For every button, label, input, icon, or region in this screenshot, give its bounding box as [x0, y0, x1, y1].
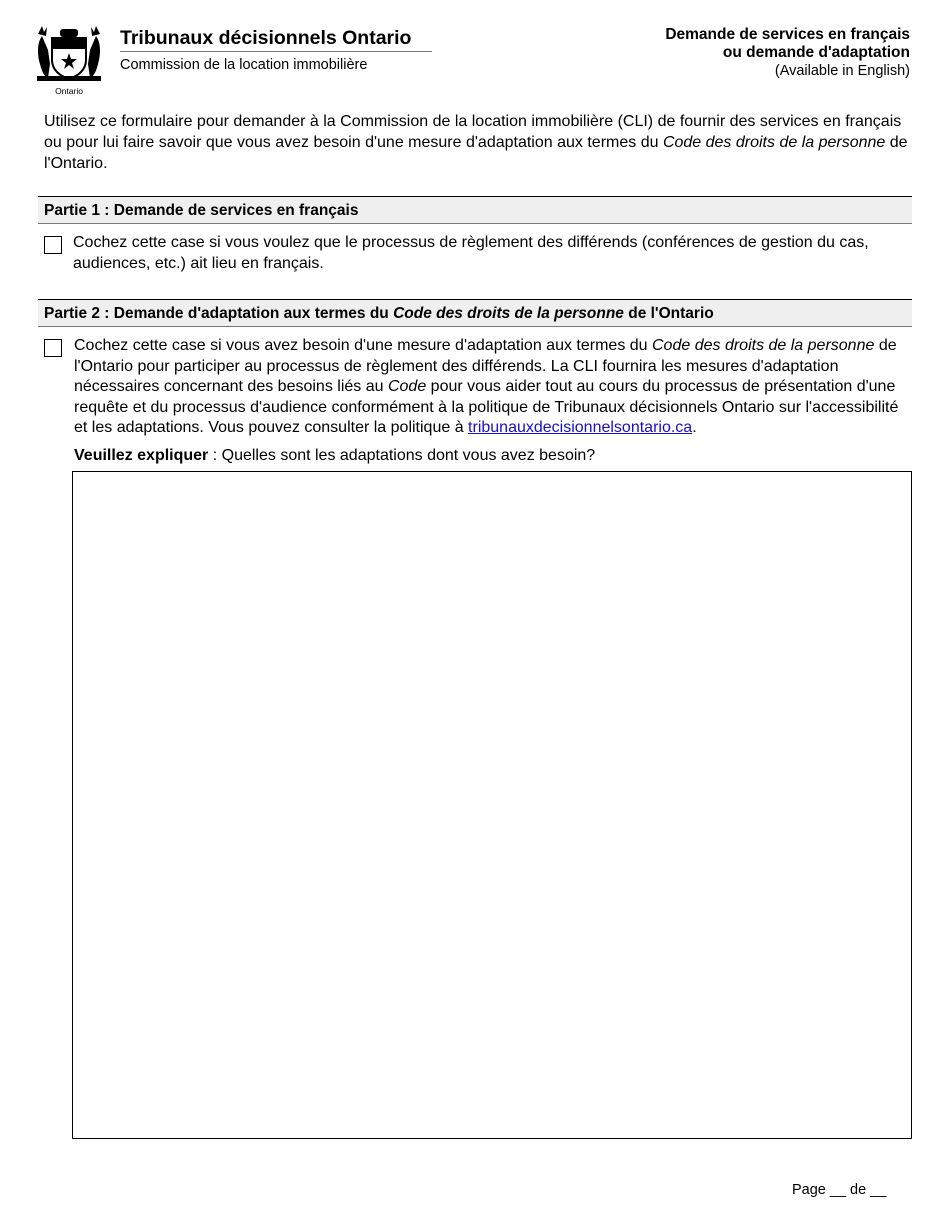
- tribunals-website-link[interactable]: tribunauxdecisionnelsontario.ca: [468, 419, 693, 436]
- ontario-coat-of-arms-logo: [34, 24, 104, 96]
- available-in-english-note: (Available in English): [774, 63, 910, 79]
- page-number: Page __ de __: [792, 1182, 887, 1198]
- french-services-checkbox[interactable]: [44, 236, 62, 254]
- form-title-line-2: ou demande d'adaptation: [722, 44, 910, 61]
- accommodation-checkbox[interactable]: [44, 339, 62, 357]
- intro-paragraph: Utilisez ce formulaire pour demander à la Commission de la location immobilière (CLI) de fournir des services en français ou pour lui faire savoir que vous avez besoin d'une mesure d'adaptation aux termes du Code des droits de la personne de l'Ontario.: [44, 113, 908, 172]
- accommodation-text: Cochez cette case si vous avez besoin d'une mesure d'adaptation aux termes du Code des droits de la personne de l'Ontario pour participer au processus de règlement des différends. La CLI fournira les mesures d'adaptation nécessaires concernant des besoins liés au Code pour vous aider tout au cours du processus de présentation d'une requête et du processus d'audience conformément à la politique de Tribunaux décisionnels Ontario sur l'accessibilité et les adaptations. Vous pouvez consulter la politique à tribunauxdecisionnelsontario.ca.: [74, 337, 899, 436]
- accommodation-explanation-field[interactable]: [72, 471, 912, 1139]
- org-subtitle: Commission de la location immobilière: [120, 57, 368, 73]
- part-2-header: Partie 2 : Demande d'adaptation aux termes du Code des droits de la personne de l'Ontario: [38, 299, 912, 327]
- part-1-header: Partie 1 : Demande de services en français: [38, 196, 912, 224]
- tribunal-header: [120, 26, 432, 73]
- logo-caption: Ontario: [55, 86, 83, 96]
- explain-prompt: Veuillez expliquer : Quelles sont les adaptations dont vous avez besoin?: [74, 447, 596, 464]
- form-title-line-1: Demande de services en français: [665, 26, 910, 43]
- org-title: Tribunaux décisionnels Ontario: [120, 26, 432, 52]
- form-title-block: [665, 26, 910, 80]
- french-services-text: Cochez cette case si vous voulez que le processus de règlement des différends (conférences de gestion du cas, audiences, etc.) ait lieu en français.: [73, 234, 869, 272]
